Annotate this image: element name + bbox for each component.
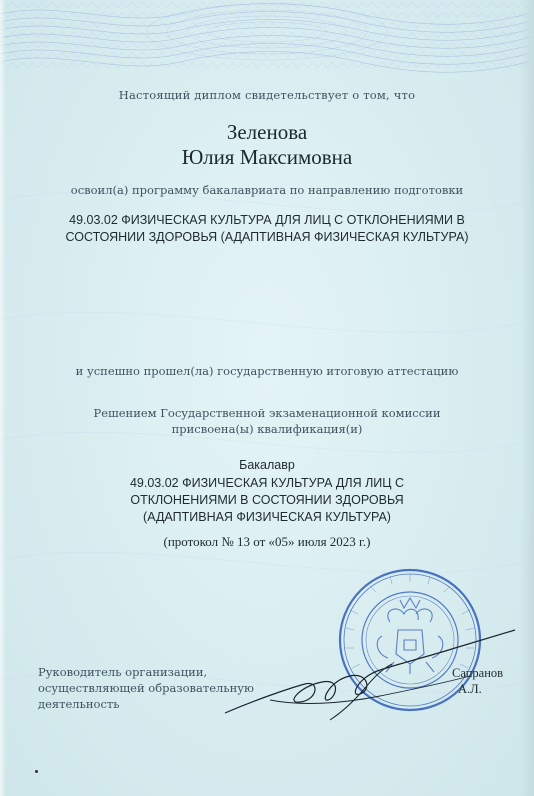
qualification-line-2: ОТКЛОНЕНИЯМИ В СОСТОЯНИИ ЗДОРОВЬЯ [130,493,404,507]
intro-text: Настоящий диплом свидетельствует о том, что [118,88,416,102]
protocol-reference: (протокол № 13 от «05» июля 2023 г.) [163,534,371,549]
signer-name: Сапранов [452,666,504,680]
head-line-2: осуществляющей образовательную [38,681,255,695]
decision-line-2: присвоена(ы) квалификация(и) [171,422,363,436]
qualification-title: Бакалавр [239,458,295,472]
decision-line-1: Решением Государственной экзаменационной комиссии [93,406,441,420]
qualification-line-3: (АДАПТИВНАЯ ФИЗИЧЕСКАЯ КУЛЬТУРА) [143,510,391,524]
qualification-line-1: 49.03.02 ФИЗИЧЕСКАЯ КУЛЬТУРА ДЛЯ ЛИЦ С [129,476,405,490]
program-line-1: 49.03.02 ФИЗИЧЕСКАЯ КУЛЬТУРА ДЛЯ ЛИЦ С ОТКЛОНЕНИЯМИ В [69,213,465,227]
graduate-surname: Зеленова [226,120,308,144]
graduate-given-names: Юлия Максимовна [181,145,353,169]
attestation-statement: и успешно прошел(ла) государственную итоговую аттестацию [75,364,459,378]
head-line-1: Руководитель организации, [38,665,208,679]
head-line-3: деятельность [38,697,120,711]
paper-mark [35,770,38,773]
program-line-2: СОСТОЯНИИ ЗДОРОВЬЯ (АДАПТИВНАЯ ФИЗИЧЕСКАЯ КУЛЬТУРА) [65,230,469,244]
program-statement: освоил(а) программу бакалавриата по направлению подготовки [70,183,464,197]
signer-initials: А.Л. [458,682,482,696]
